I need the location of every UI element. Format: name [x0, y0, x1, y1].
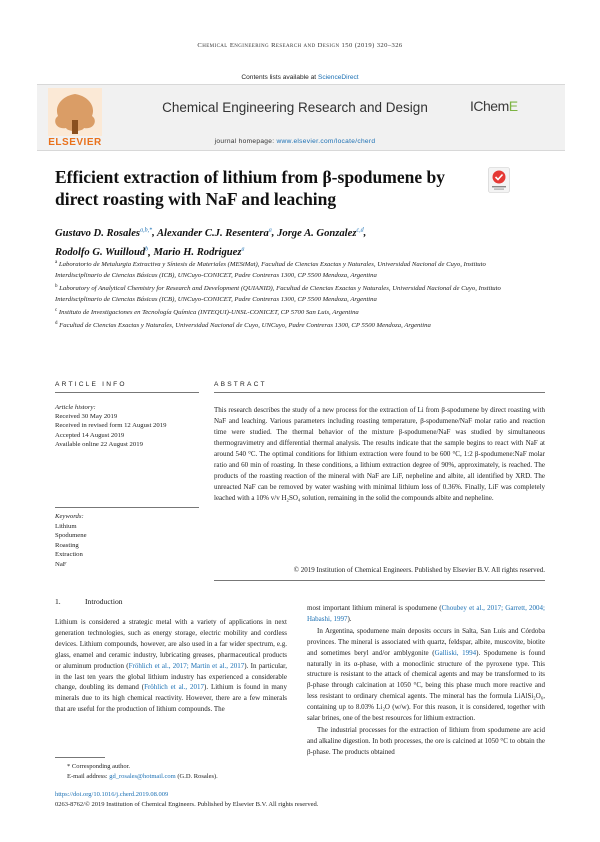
- sciencedirect-link[interactable]: ScienceDirect: [317, 74, 359, 81]
- keyword: NaF: [55, 560, 67, 568]
- affiliation-d: $^d$ Facultad de Ciencias Exactas y Naturales, Universidad Nacional de Cuyo, UNCuyo, Padre Contreras 1300, CP 5500 Mendoza, Argentina: [55, 321, 431, 330]
- keyword: Roasting: [55, 541, 79, 549]
- icheme-logo[interactable]: [470, 98, 558, 124]
- affiliation-b: $^b$ Laboratory of Analytical Chemistry for Research and Development (QUIANID), Facultad de Ciencias Exactas y Naturales, Universidad Nacional de Cuyo, Instituto Interdisciplinario de Ciencias Básicas (ICB), UNCuyo-CONICET, Padre Contreras 1300, CP 5500 Mendoza, Argentina: [55, 284, 501, 303]
- abstract-copyright: © 2019 Institution of Chemical Engineers. Published by Elsevier B.V. All rights reserved.: [293, 566, 545, 574]
- section-number: 1.: [55, 597, 61, 606]
- check-for-updates-icon[interactable]: [488, 167, 510, 193]
- keyword: Spodumene: [55, 532, 87, 540]
- article-info-heading: ARTICLE INFO: [55, 381, 127, 388]
- citation-link[interactable]: Fröhlich et al., 2017: [144, 683, 204, 692]
- author-5[interactable]: Mario H. Rodriguez$^a$: [153, 246, 245, 259]
- right-column: [307, 603, 545, 759]
- corresponding-author-note: * Corresponding author.: [67, 763, 131, 770]
- contents-line: [0, 74, 600, 81]
- issn-copyright: 0263-8762/© 2019 Institution of Chemical Engineers. Published by Elsevier B.V. All rights reserved.: [55, 800, 319, 808]
- crossmark-circle: [493, 171, 506, 184]
- contents-prefix: Contents lists available at: [241, 74, 318, 81]
- abstract-heading: ABSTRACT: [214, 381, 267, 388]
- article-history: [55, 403, 199, 449]
- history-received: Received 30 May 2019: [55, 413, 118, 421]
- footnote-divider: [55, 757, 105, 758]
- divider: [214, 580, 545, 581]
- author-1[interactable]: Gustavo D. Rosales$^{a,b,*}$: [55, 227, 153, 239]
- keywords: [55, 512, 199, 570]
- citation-link[interactable]: Choubey et al., 2017; Garrett, 2004; Habashi, 1997: [307, 604, 545, 623]
- doi-link[interactable]: https://doi.org/10.1016/j.cherd.2019.08.009: [55, 791, 169, 798]
- section-heading-introduction: [55, 597, 123, 606]
- homepage-prefix: journal homepage:: [214, 138, 277, 145]
- history-revised: Received in revised form 12 August 2019: [55, 422, 167, 430]
- divider: [55, 392, 199, 393]
- elsevier-wordmark: ELSEVIER: [48, 137, 102, 148]
- history-accepted: Accepted 14 August 2019: [55, 431, 125, 439]
- running-header: Chemical Engineering Research and Design 150 (2019) 320–326: [197, 42, 403, 49]
- author-2[interactable]: Alexander C.J. Resentera$^a$: [156, 227, 272, 239]
- paragraph: most important lithium mineral is spodumene (Choubey et al., 2017; Garrett, 2004; Habashi, 1997).: [307, 604, 545, 623]
- author-3[interactable]: Jorge A. Gonzalez$^{c,d}$: [277, 227, 364, 239]
- journal-title[interactable]: Chemical Engineering Research and Design: [162, 100, 428, 115]
- journal-homepage: [135, 138, 455, 145]
- homepage-url[interactable]: www.elsevier.com/locate/cherd: [276, 138, 376, 145]
- keywords-label: Keywords:: [55, 513, 84, 520]
- footer: [55, 790, 545, 809]
- affiliation-a: $^a$ Laboratorio de Metalurgia Extractiva y Síntesis de Materiales (MESiMat), Facultad de Ciencias Exactas y Naturales, Universidad Nacional de Cuyo, Instituto Interdisciplinario de Ciencias Básicas (ICB), UNCuyo-CONICET, Padre Contreras 1300, CP 5500 Mendoza, Argentina: [55, 260, 486, 279]
- author-4[interactable]: Rodolfo G. Wuilloud$^b$: [55, 246, 149, 259]
- history-label: Article history:: [55, 404, 96, 411]
- citation-link[interactable]: Fröhlich et al., 2017; Martin et al., 2017: [128, 661, 245, 670]
- citation-link[interactable]: Galliski, 1994: [434, 648, 477, 657]
- history-online: Available online 22 August 2019: [55, 440, 143, 448]
- abstract-text: This research describes the study of a new process for the extraction of Li from β-spodumene by direct roasting with NaF and leaching. Various parameters including roasting temperature, β-spodumene/NaF molar ratio and reaction time were studied. The thermal behavior of the mixture β-spodumene/NaF was studied by simultaneous thermogravimetry and differential thermal analysis. The results indicate that the sample begins to react with NaF at around 540 °C. The optimal conditions for lithium extraction were found to be 600 °C, 1:2 β-spodumene:NaF molar ratio and 60 min of roasting. In these conditions, a lithium extraction degree of 90%, approximately, is reached. The products of the roasting reaction of the mineral with NaF are LiF, nepheline and albite, all identified by XRD. The unreacted NaF can be removed by water washing with minimal lithium loss of 0.36%. Finally, LiF was completely leached with a 10% v/v H₂SO₄ solution, remaining in the solid the compounds albite and nepheline.: [214, 406, 545, 502]
- icheme-accent: E: [508, 98, 518, 114]
- email-link[interactable]: gd_rosales@hotmail.com: [109, 772, 176, 780]
- author-list: Gustavo D. Rosales$^{a,b,*}$, Alexander C.J. Resentera$^a$, Jorge A. Gonzalez$^{c,d}$, Rodolfo G. Wuilloud$^b$, Mario H. Rodriguez$^a$: [55, 227, 367, 259]
- affiliations: [55, 258, 525, 333]
- paragraph: Lithium is considered a strategic metal with a variety of applications in next generation technologies, such as energy storage, electric mobility and cordless devices. Lithium compounds, however, are also used in a far wider spectrum, e.g. glass, enamel and ceramic industry, lubricating greases, pharmaceutical products or aluminum production (Fröhlich et al., 2017; Martin et al., 2017). In particular, in the last ten years the global lithium industry has experienced a considerable change, doubling its demand (Fröhlich et al., 2017). Lithium is found in many minerals due to its high chemical reactivity. However, there are a few minerals that are useful for the production of lithium compounds. The: [55, 618, 287, 714]
- section-title: Introduction: [85, 597, 123, 606]
- email-note: E-mail address: gd_rosales@hotmail.com (G.D. Rosales).: [67, 772, 218, 780]
- tree-trunk: [72, 120, 78, 134]
- paragraph: The industrial processes for the extraction of lithium from spodumene are acid and alkaline digestion. In both processes, the ore is calcined at 1050 °C to obtain the β-phase. The products obtained: [307, 725, 545, 756]
- left-column: [55, 617, 287, 716]
- affiliation-c: $^c$ Instituto de Investigaciones en Tecnología Química (INTEQUI)-UNSL-CONICET, CP 5700 San Luis, Argentina: [55, 308, 359, 317]
- keyword: Lithium: [55, 522, 77, 530]
- paragraph: In Argentina, spodumene main deposits occurs in Salta, San Luis and Córdoba provinces. The mineral is associated with quartz, feldspar, albite, muscovite, biotite and sometimes beryl and/or amblygonite (Galliski, 1994). Spodumene is found naturally in its α-phase, with a monoclinic structure of the pyroxene type. This structure is resistant to the attack of chemical agents and may be transformed to its β-phase through calcination at 1050 °C, being this phase much more reactive and less resistant to ordinary chemical agents. The mineral has the formula LiAlSi₂O₆, containing up to 8.03% Li₂O (w/w). For this reason, it is considered, together with salar brines, one of the best resources for lithium extraction.: [307, 626, 546, 723]
- icheme-text: IChem: [470, 98, 509, 114]
- divider: [55, 507, 199, 508]
- divider: [214, 392, 545, 393]
- article-title: Efficient extraction of lithium from β-spodumene by direct roasting with NaF and leaching: [55, 167, 445, 209]
- keyword: Extraction: [55, 551, 83, 559]
- footnotes: [55, 762, 355, 781]
